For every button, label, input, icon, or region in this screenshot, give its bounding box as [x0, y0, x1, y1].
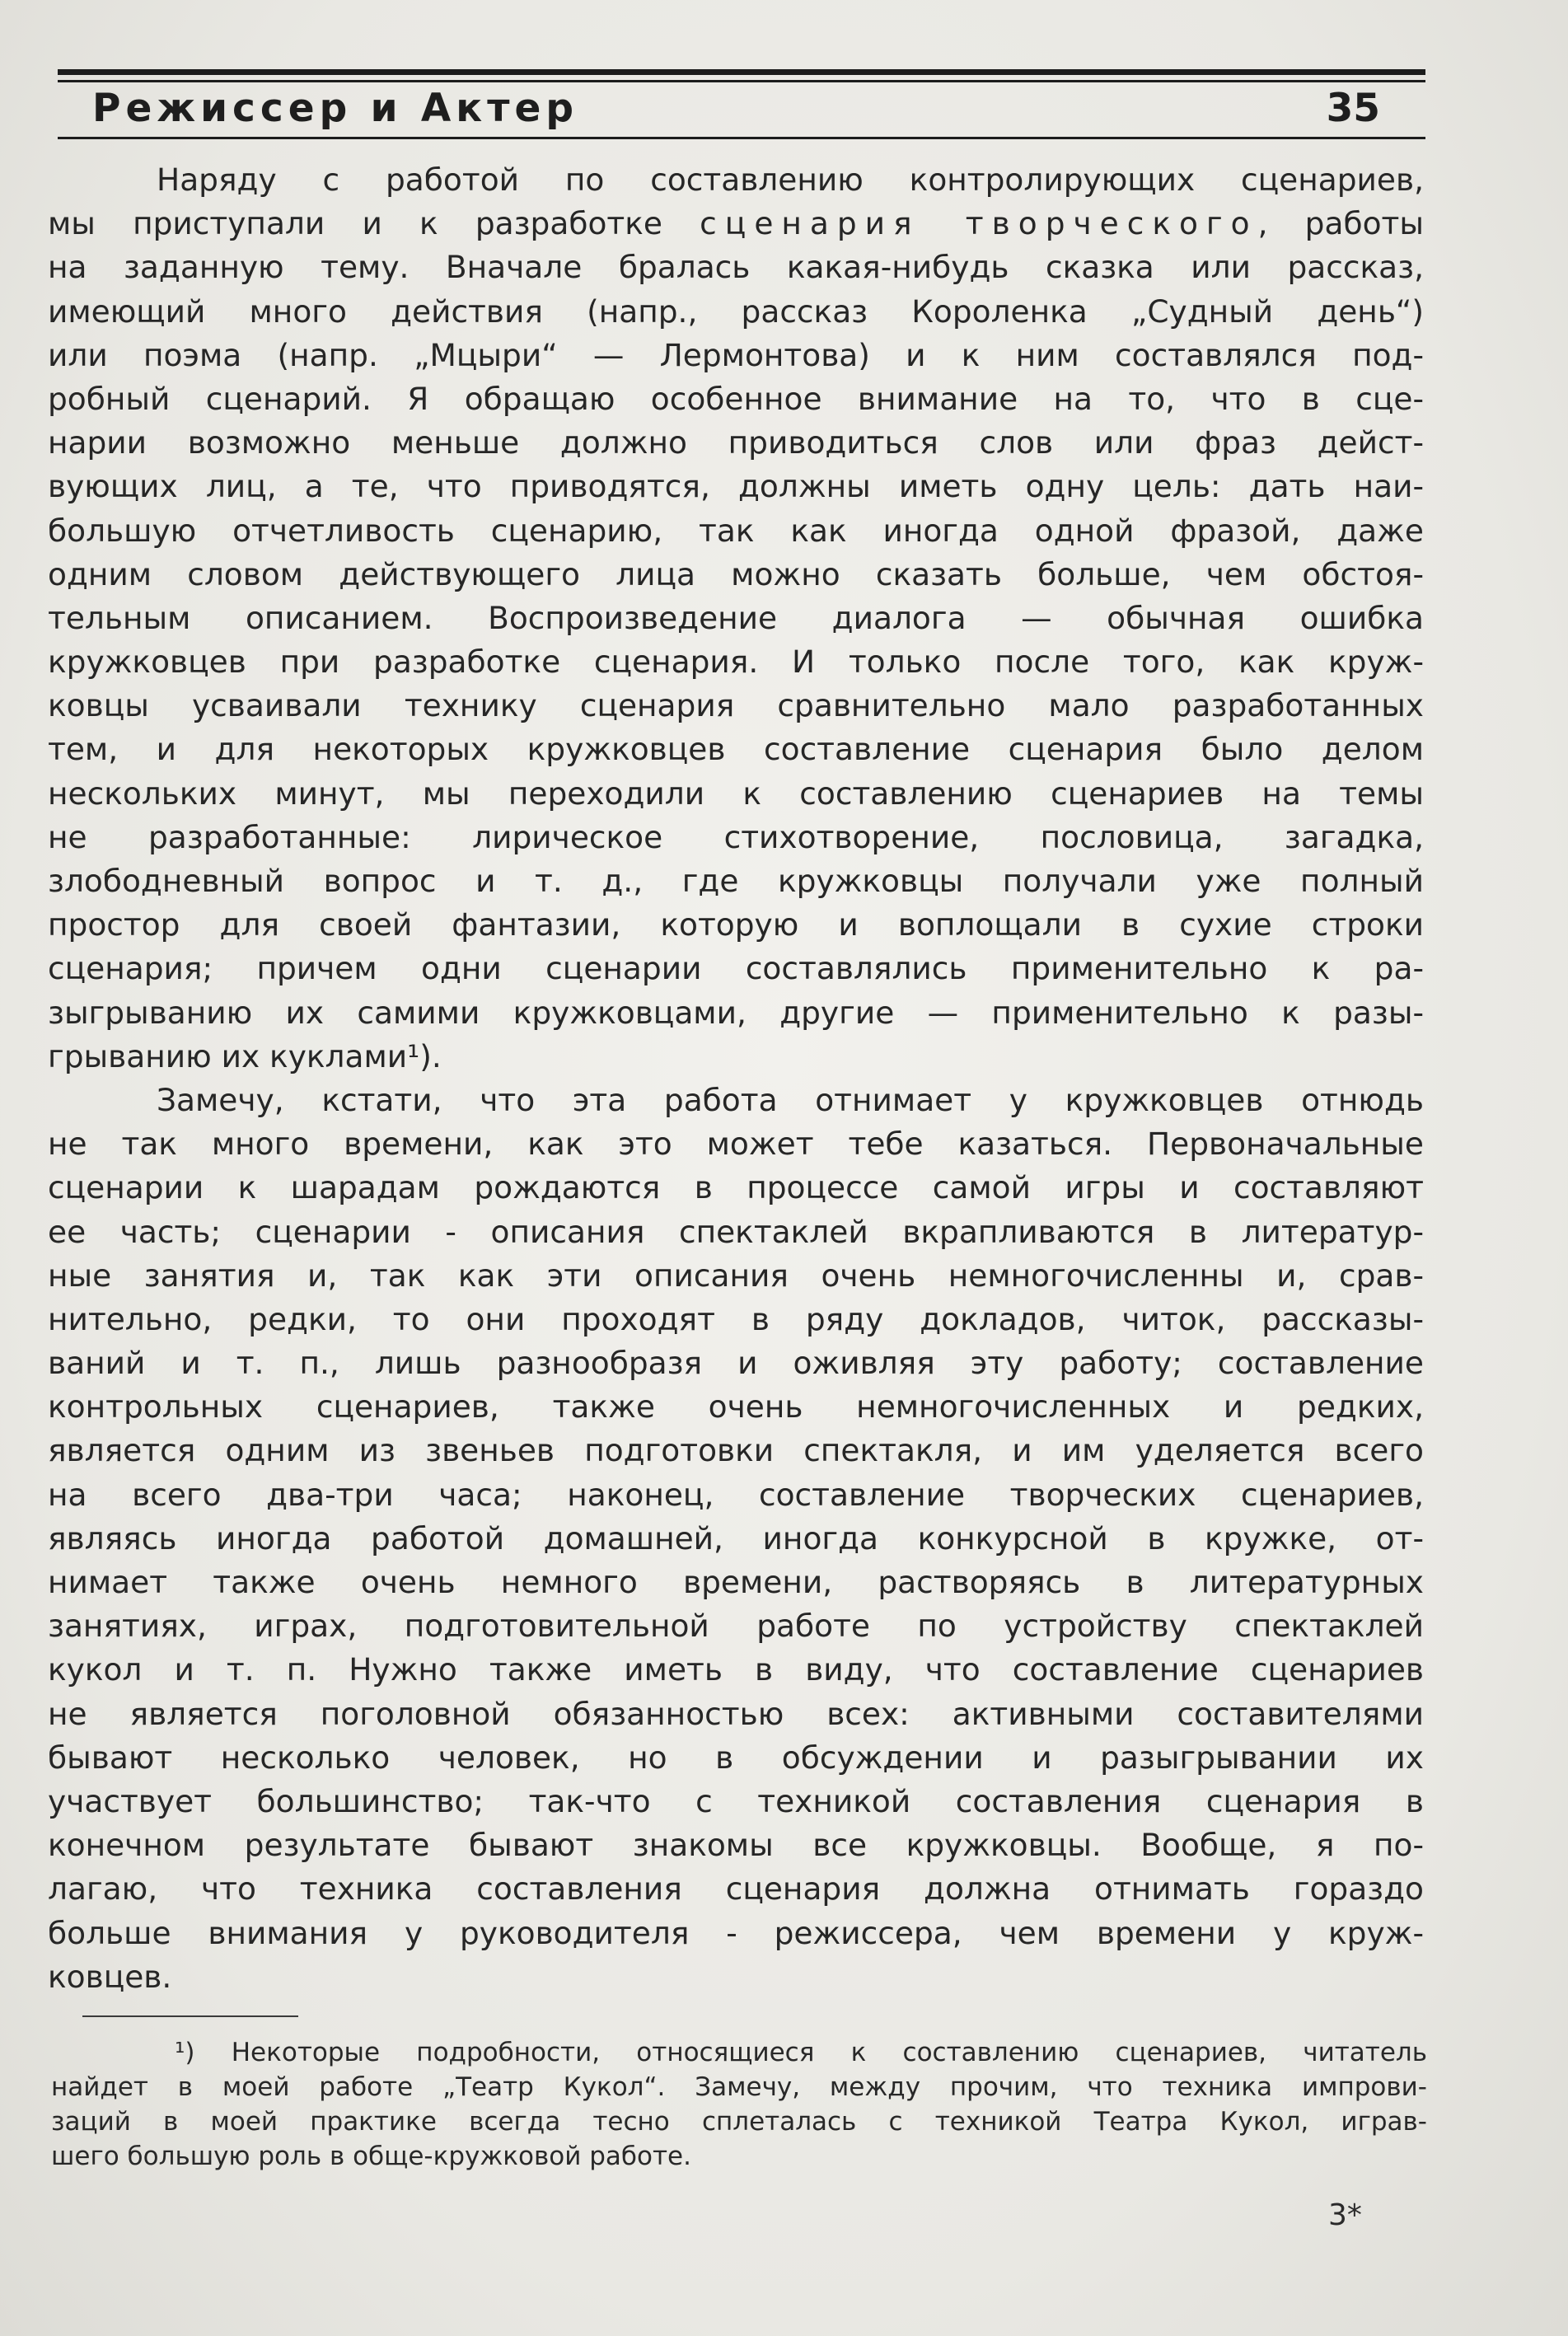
header-rule-thick [58, 69, 1425, 75]
header-rule-bottom [58, 137, 1425, 139]
text-line: сценарии к шарадам рождаются в процессе самой игры и составляют [48, 1169, 1424, 1206]
text-line: нимает также очень немного времени, растворяясь в литературных [48, 1564, 1424, 1600]
text-line: конечном результате бывают знакомы все кружковцы. Вообще, я по- [48, 1827, 1424, 1864]
text-line: не так много времени, как это может тебе казаться. Первоначальные [48, 1126, 1424, 1163]
paragraph-1 [48, 158, 1424, 1079]
text-line: тельным описанием. Воспроизведение диалога — обычная ошибка [48, 599, 1424, 636]
footnote-rule [82, 2015, 298, 2017]
text-line: кукол и т. п. Нужно также иметь в виду, что составление сценариев [48, 1651, 1424, 1688]
text-line: тем, и для некоторых кружковцев составление сценария было делом [48, 731, 1424, 768]
text-line: нескольких минут, мы переходили к составлению сценариев на темы [48, 775, 1424, 812]
text-line: бывают несколько человек, но в обсуждении и разыгрывании их [48, 1739, 1424, 1776]
text-line: вующих лиц, а те, что приводятся, должны иметь одну цель: дать наи- [48, 468, 1424, 505]
text-segment: , работы [1257, 205, 1424, 242]
text-line: злободневный вопрос и т. д., где кружковцы получали уже полный [48, 863, 1424, 899]
text-line: ные занятия и, так как эти описания очень немногочисленны и, срав- [48, 1257, 1424, 1294]
paragraph-2 [48, 1079, 1424, 1999]
text-line: ковцы усваивали технику сценария сравнительно мало разработанных [48, 687, 1424, 724]
text-line: Наряду с работой по составлению контролирующих сценариев, [157, 162, 1424, 198]
text-line: большую отчетливость сценарию, так как иногда одной фразой, даже [48, 512, 1424, 549]
footnote-line: заций в моей практике всегда тесно сплеталась с техникой Театра Кукол, играв- [51, 2107, 1427, 2137]
text-line: ее часть; сценарии - описания спектаклей вкрапливаются в литератур- [48, 1213, 1424, 1250]
text-line: участвует большинство; так-что с техникой составления сценария в [48, 1782, 1424, 1819]
text-line: нительно, редки, то они проходят в ряду докладов, читок, рассказы- [48, 1300, 1424, 1337]
page-number: 35 [1326, 86, 1380, 131]
footnote-line: шего большую роль в обще-кружковой работе. [51, 2142, 691, 2171]
footnote [51, 2035, 1427, 2174]
text-line: робный сценарий. Я обращаю особенное внимание на то, что в сце- [48, 380, 1424, 417]
text-line: зыгрыванию их самими кружковцами, другие — применительно к разы- [48, 994, 1424, 1031]
text-line: является одним из звеньев подготовки спектакля, и им уделяется всего [48, 1432, 1424, 1469]
text-line: или поэма (напр. „Мцыри“ — Лермонтова) и к ним составлялся под- [48, 336, 1424, 373]
text-line: не разработанные: лирическое стихотворение, пословица, загадка, [48, 818, 1424, 855]
header-rule-thin [58, 80, 1425, 82]
text-line: кружковцев при разработке сценария. И только после того, как круж- [48, 644, 1424, 681]
text-line: одним словом действующего лица можно сказать больше, чем обстоя- [48, 555, 1424, 592]
body-text [48, 158, 1424, 1999]
text-line: занятиях, играх, подготовительной работе по устройству спектаклей [48, 1608, 1424, 1645]
text-line: Замечу, кстати, что эта работа отнимает у кружковцев отнюдь [157, 1081, 1424, 1118]
text-line [48, 202, 1424, 246]
text-line: лагаю, что техника составления сценария должна отнимать гораздо [48, 1870, 1424, 1908]
text-line: грыванию их куклами¹). [48, 1037, 442, 1074]
text-line: нарии возможно меньше должно приводиться слов или фраз дейст- [48, 424, 1424, 461]
text-line: не является поголовной обязанностью всех: активными составителями [48, 1695, 1424, 1732]
running-title: Режиссер и Актер [92, 86, 578, 131]
spaced-emphasis: сценария творческого [700, 205, 1258, 242]
text-segment: мы приступали и к разработке [48, 205, 700, 242]
text-line: являясь иногда работой домашней, иногда конкурсной в кружке, от- [48, 1519, 1424, 1557]
text-line: на всего два-три часа; наконец, составление творческих сценариев, [48, 1476, 1424, 1513]
text-line: на заданную тему. Вначале бралась какая-нибудь сказка или рассказ, [48, 249, 1424, 286]
text-line: больше внимания у руководителя - режиссера, чем времени у круж- [48, 1914, 1424, 1951]
signature-mark: 3* [1328, 2198, 1362, 2232]
text-line: ковцев. [48, 1958, 172, 1995]
text-line: ваний и т. п., лишь разнообразя и оживляя эту работу; составление [48, 1345, 1424, 1382]
text-line: сценария; причем одни сценарии составлялись применительно к ра- [48, 950, 1424, 987]
text-line: имеющий много действия (напр., рассказ Короленка „Судный день“) [48, 293, 1424, 330]
text-line: контрольных сценариев, также очень немногочисленных и редких, [48, 1388, 1424, 1425]
footnote-line: найдет в моей работе „Театр Кукол“. Замечу, между прочим, что техника импрови- [51, 2072, 1427, 2102]
footnote-line: ¹) Некоторые подробности, относящиеся к составлению сценариев, читатель [175, 2038, 1427, 2067]
text-line: простор для своей фантазии, которую и воплощали в сухие строки [48, 906, 1424, 943]
